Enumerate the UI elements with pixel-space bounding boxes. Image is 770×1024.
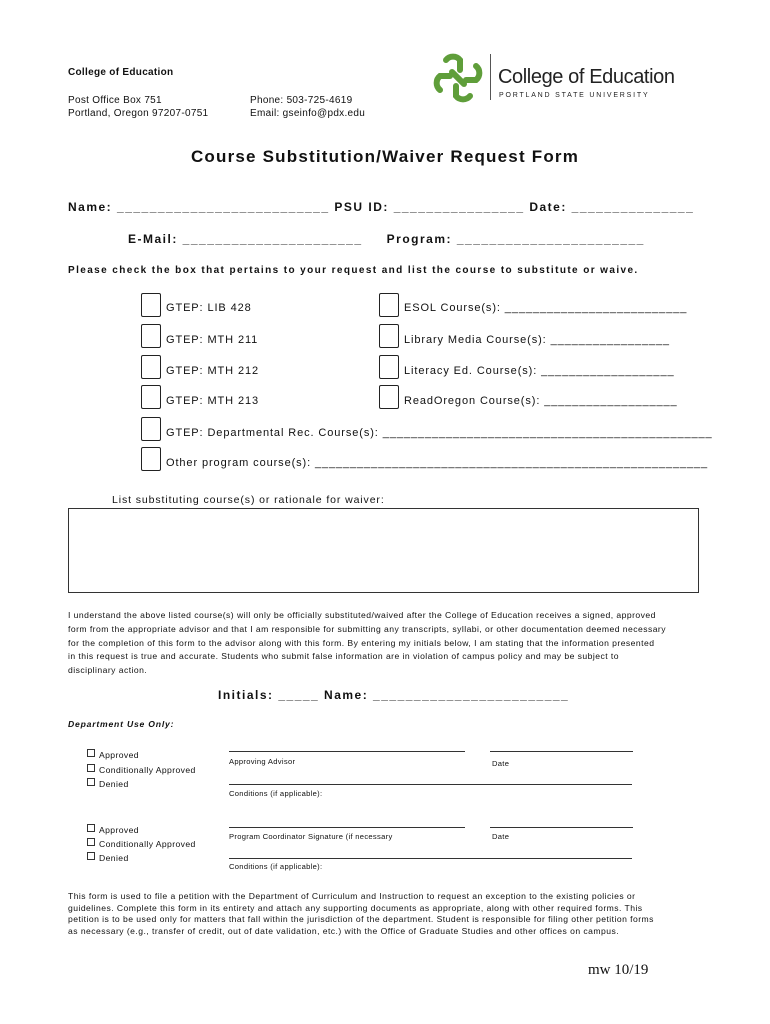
dept-use-label: Department Use Only: [68,719,175,729]
advisor-signature-line[interactable] [229,751,465,752]
statement-line: I understand the above listed course(s) will only be officially substituted/waived after the College of Education receives a signed, approved [68,610,656,620]
conditions-label-1: Conditions (if applicable): [229,789,323,798]
email-program-line[interactable]: E-Mail: ______________________ Program: _______________________ [128,232,645,246]
checkbox-other-program[interactable] [141,447,161,471]
advisor-date-label: Date [492,759,510,768]
option-gtep-mth213: GTEP: MTH 213 [166,395,259,407]
statement-line: in this request is true and accurate. Students who submit false information are in violation of campus policy and may be subject to [68,651,619,662]
decision-denied-2[interactable]: Denied [87,852,129,863]
option-other-program: Other program course(s): ________________________________________________________ [166,457,709,469]
checkbox-gtep-mth211[interactable] [141,324,161,348]
statement-paragraph [68,609,718,678]
conditions-label-2: Conditions (if applicable): [229,862,323,871]
coordinator-signature-line[interactable] [229,827,465,828]
option-readoregon: ReadOregon Course(s): ___________________ [404,395,678,407]
checkbox-esol[interactable] [379,293,399,317]
checkbox-square-icon [87,764,95,772]
option-esol: ESOL Course(s): __________________________ [404,302,688,314]
statement-line: for the completion of this form to the advisor along with this form. By entering my initials below, I am stating that the information presented [68,637,655,648]
advisor-date-line[interactable] [490,751,633,752]
checkbox-square-icon [87,824,95,832]
org-name: College of Education [68,67,174,78]
option-gtep-lib428: GTEP: LIB 428 [166,302,252,314]
footer-line: This form is used to file a petition with the Department of Curriculum and Instruction to request an exception to the existing policies or [68,891,636,901]
option-gtep-departmental: GTEP: Departmental Rec. Course(s): _______________________________________________ [166,427,713,439]
logo-subtitle: PORTLAND STATE UNIVERSITY [499,92,650,99]
logo-title: College of Education [498,66,675,88]
conditions-line-2[interactable] [229,858,632,859]
email: Email: gseinfo@pdx.edu [250,108,366,119]
footer-line: guidelines. Complete this form in its entirety and attach any supporting documents as appropriate, along with other required forms. This [68,902,643,913]
statement-line: form from the appropriate advisor and that I am responsible for submitting any transcripts, syllabi, or other documentation deemed necessary [68,623,666,634]
checkbox-square-icon [87,749,95,757]
name-id-date-line[interactable]: Name: __________________________ PSU ID: ________________ Date: _______________ [68,200,695,214]
checkbox-literacy-ed[interactable] [379,355,399,379]
decision-conditional-2[interactable]: Conditionally Approved [87,838,196,849]
checkbox-gtep-lib428[interactable] [141,293,161,317]
checkbox-gtep-mth212[interactable] [141,355,161,379]
phone: Phone: 503-725-4619 [250,95,353,106]
checkbox-square-icon [87,778,95,786]
option-library-media: Library Media Course(s): _________________ [404,334,670,346]
checkbox-gtep-mth213[interactable] [141,385,161,409]
rationale-label: List substituting course(s) or rationale for waiver: [112,494,385,506]
option-literacy-ed: Literacy Ed. Course(s): ___________________ [404,365,675,377]
checkbox-library-media[interactable] [379,324,399,348]
checkbox-square-icon [87,838,95,846]
initials-name-line[interactable]: Initials: _____ Name: ________________________ [218,688,570,702]
option-gtep-mth211: GTEP: MTH 211 [166,334,259,346]
decision-conditional-1[interactable]: Conditionally Approved [87,764,196,775]
footer-paragraph [68,891,718,937]
instruction: Please check the box that pertains to your request and list the course to substitute or waive. [68,265,639,276]
college-logo [432,52,692,104]
decision-approved-2[interactable]: Approved [87,824,139,835]
option-gtep-mth212: GTEP: MTH 212 [166,365,259,377]
decision-denied-1[interactable]: Denied [87,778,129,789]
logo-divider [490,54,491,100]
statement-line: disciplinary action. [68,665,148,676]
checkbox-readoregon[interactable] [379,385,399,409]
checkbox-gtep-departmental[interactable] [141,417,161,441]
rationale-textbox[interactable] [68,508,699,593]
form-title: Course Substitution/Waiver Request Form [190,147,580,166]
footer-line: as necessary (e.g., transfer of credit, out of date validation, etc.) with the Office of Graduate Studies and other offices on campus. [68,925,620,936]
form-version: mw 10/19 [588,962,649,978]
footer-line: petition is to be used only for matters that fall within the jurisdiction of the department. Student is responsible for filing other petition forms [68,914,654,924]
address-line-2: Portland, Oregon 97207-0751 [68,108,209,119]
checkbox-square-icon [87,852,95,860]
coordinator-date-label: Date [492,832,510,841]
advisor-signature-label: Approving Advisor [229,757,296,766]
coordinator-date-line[interactable] [490,827,633,828]
address-line-1: Post Office Box 751 [68,95,162,106]
conditions-line-1[interactable] [229,784,632,785]
logo-mark-icon [432,52,484,104]
decision-approved-1[interactable]: Approved [87,749,139,760]
coordinator-signature-label: Program Coordinator Signature (if necessary [229,832,393,841]
